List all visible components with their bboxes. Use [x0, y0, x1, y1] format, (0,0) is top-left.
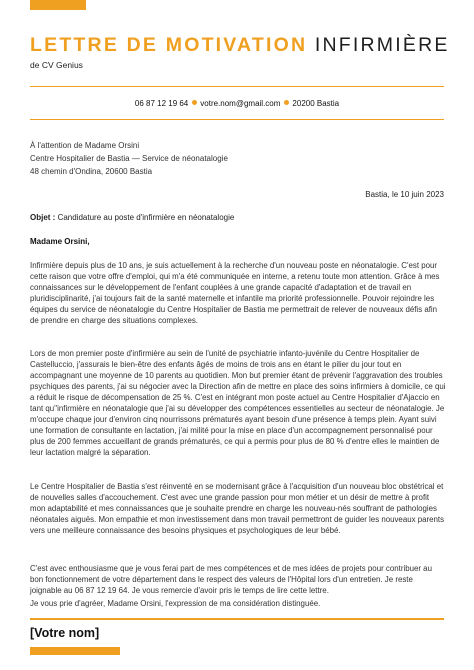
title-accent: LETTRE DE MOTIVATION [30, 34, 308, 56]
paragraph: Le Centre Hospitalier de Bastia s'est réinventé en se modernisant grâce à l'acquisition d'un nouveau bloc obstétrical et de nouvelles salles d'accouchement. C'est avec une grande passion pour mon métier et un désir de mettre à profit mon adaptabilité et mes connaissances que je souhaite prendre en charge les nouveau-nés souffrant de pathologies néonatales aiguës. Mon empathie et mon investissement dans mon travail permettront de guider les nouveaux parents vers une meilleure connaissance des besoins physiques et psychologiques de leur bébé. [30, 482, 445, 535]
subject-text: Candidature au poste d'infirmière en néonatalogie [55, 213, 235, 222]
salutation: Madame Orsini, [30, 237, 90, 246]
footer-rule [30, 618, 444, 620]
top-accent-bar [30, 0, 86, 10]
header-rule-bottom [30, 119, 444, 120]
paragraph: Je vous prie d'agréer, Madame Orsini, l'expression de ma considération distinguée. [30, 599, 321, 608]
contact-line [0, 99, 474, 108]
contact-phone: 06 87 12 19 64 [134, 99, 189, 108]
paragraph: Lors de mon premier poste d'infirmière au sein de l'unité de psychiatrie infanto-juvénile du Centre Hospitalier de Castelluccio, j'assurais le bien-être des enfants âgés de moins de trois ans en étant le pilier du jour tout en accompagnant une moyenne de 10 parents au quotidien. Mon but premier étant de prévenir l'aggravation des troubles psychiques des parents, j'ai su négocier avec la Direction afin de mettre en place des soins infirmiers à domicile, ce qui a réduit le risque de décompensation de 25 %. C'est en intégrant mon poste actuel au Centre Hospitalier d'Ajaccio en tant qu''infirmière en néonatalogie que j'ai su développer des compétences essentielles au secteur de néonatalogie. Je m'occupe chaque jour d'environ cinq nourrissons prématurés ayant besoin d'une présence à temps plein. Ayant suivi une formation de consultante en lactation, j'ai milité pour la mise en place d'un accompagnement personnalisé pour plus de 200 femmes accueillant de grands prématurés, ce qui a permis pour plus de 80 % d'entre elles le maintien de leur lactation malgré la séparation. [30, 349, 446, 457]
letter-subject [30, 213, 234, 222]
letter-date: Bastia, le 10 juin 2023 [365, 190, 444, 199]
contact-email: votre.nom@gmail.com [200, 99, 281, 108]
paragraph: Infirmière depuis plus de 10 ans, je suis actuellement à la recherche d'un nouveau poste en néonatalogie. C'est pour cette raison que votre offre d'emploi, qui m'a été communiquée en interne, a retenu toute mon attention. Grâce à mes connaissances sur le développement de l'enfant couplées à une grande capacité d'adaptation et de travail en pluridisciplinarité, j'ai toujours fait de la santé maternelle et infantile ma priorité professionnelle. Pouvoir rejoindre les équipes du service de néonatalogie du Centre Hospitalier de Bastia me permettrait de relever de nouveaux défis afin de prendre en charge des situations complexes. [30, 261, 440, 325]
signature: [Votre nom] [30, 626, 100, 640]
paragraph: C'est avec enthousiasme que je vous ferai part de mes compétences et de mes idées de projets pour contribuer au bon fonctionnement de votre département dans le respect des valeurs de l'Hôpital lors d'un entretien. Je reste joignable au 06 87 12 19 64. Je vous remercie d'avoir pris le temps de lire cette lettre. [30, 564, 432, 595]
contact-city: 20200 Bastia [292, 99, 340, 108]
recipient-line: 48 chemin d'Ondina, 20600 Bastia [30, 167, 153, 176]
title-rest: INFIRMIÈRE [307, 34, 450, 56]
recipient-line: Centre Hospitalier de Bastia — Service de néonatalogie [30, 154, 228, 163]
header-rule-top [30, 86, 444, 87]
recipient-block [30, 139, 228, 178]
subject-label: Objet : [30, 213, 56, 222]
recipient-line: À l'attention de Madame Orsini [30, 141, 140, 150]
bullet-dot-icon [192, 100, 197, 105]
bottom-accent-bar [30, 647, 120, 655]
page-title [30, 34, 450, 56]
subtitle: de CV Genius [30, 60, 83, 70]
bullet-dot-icon [284, 100, 289, 105]
